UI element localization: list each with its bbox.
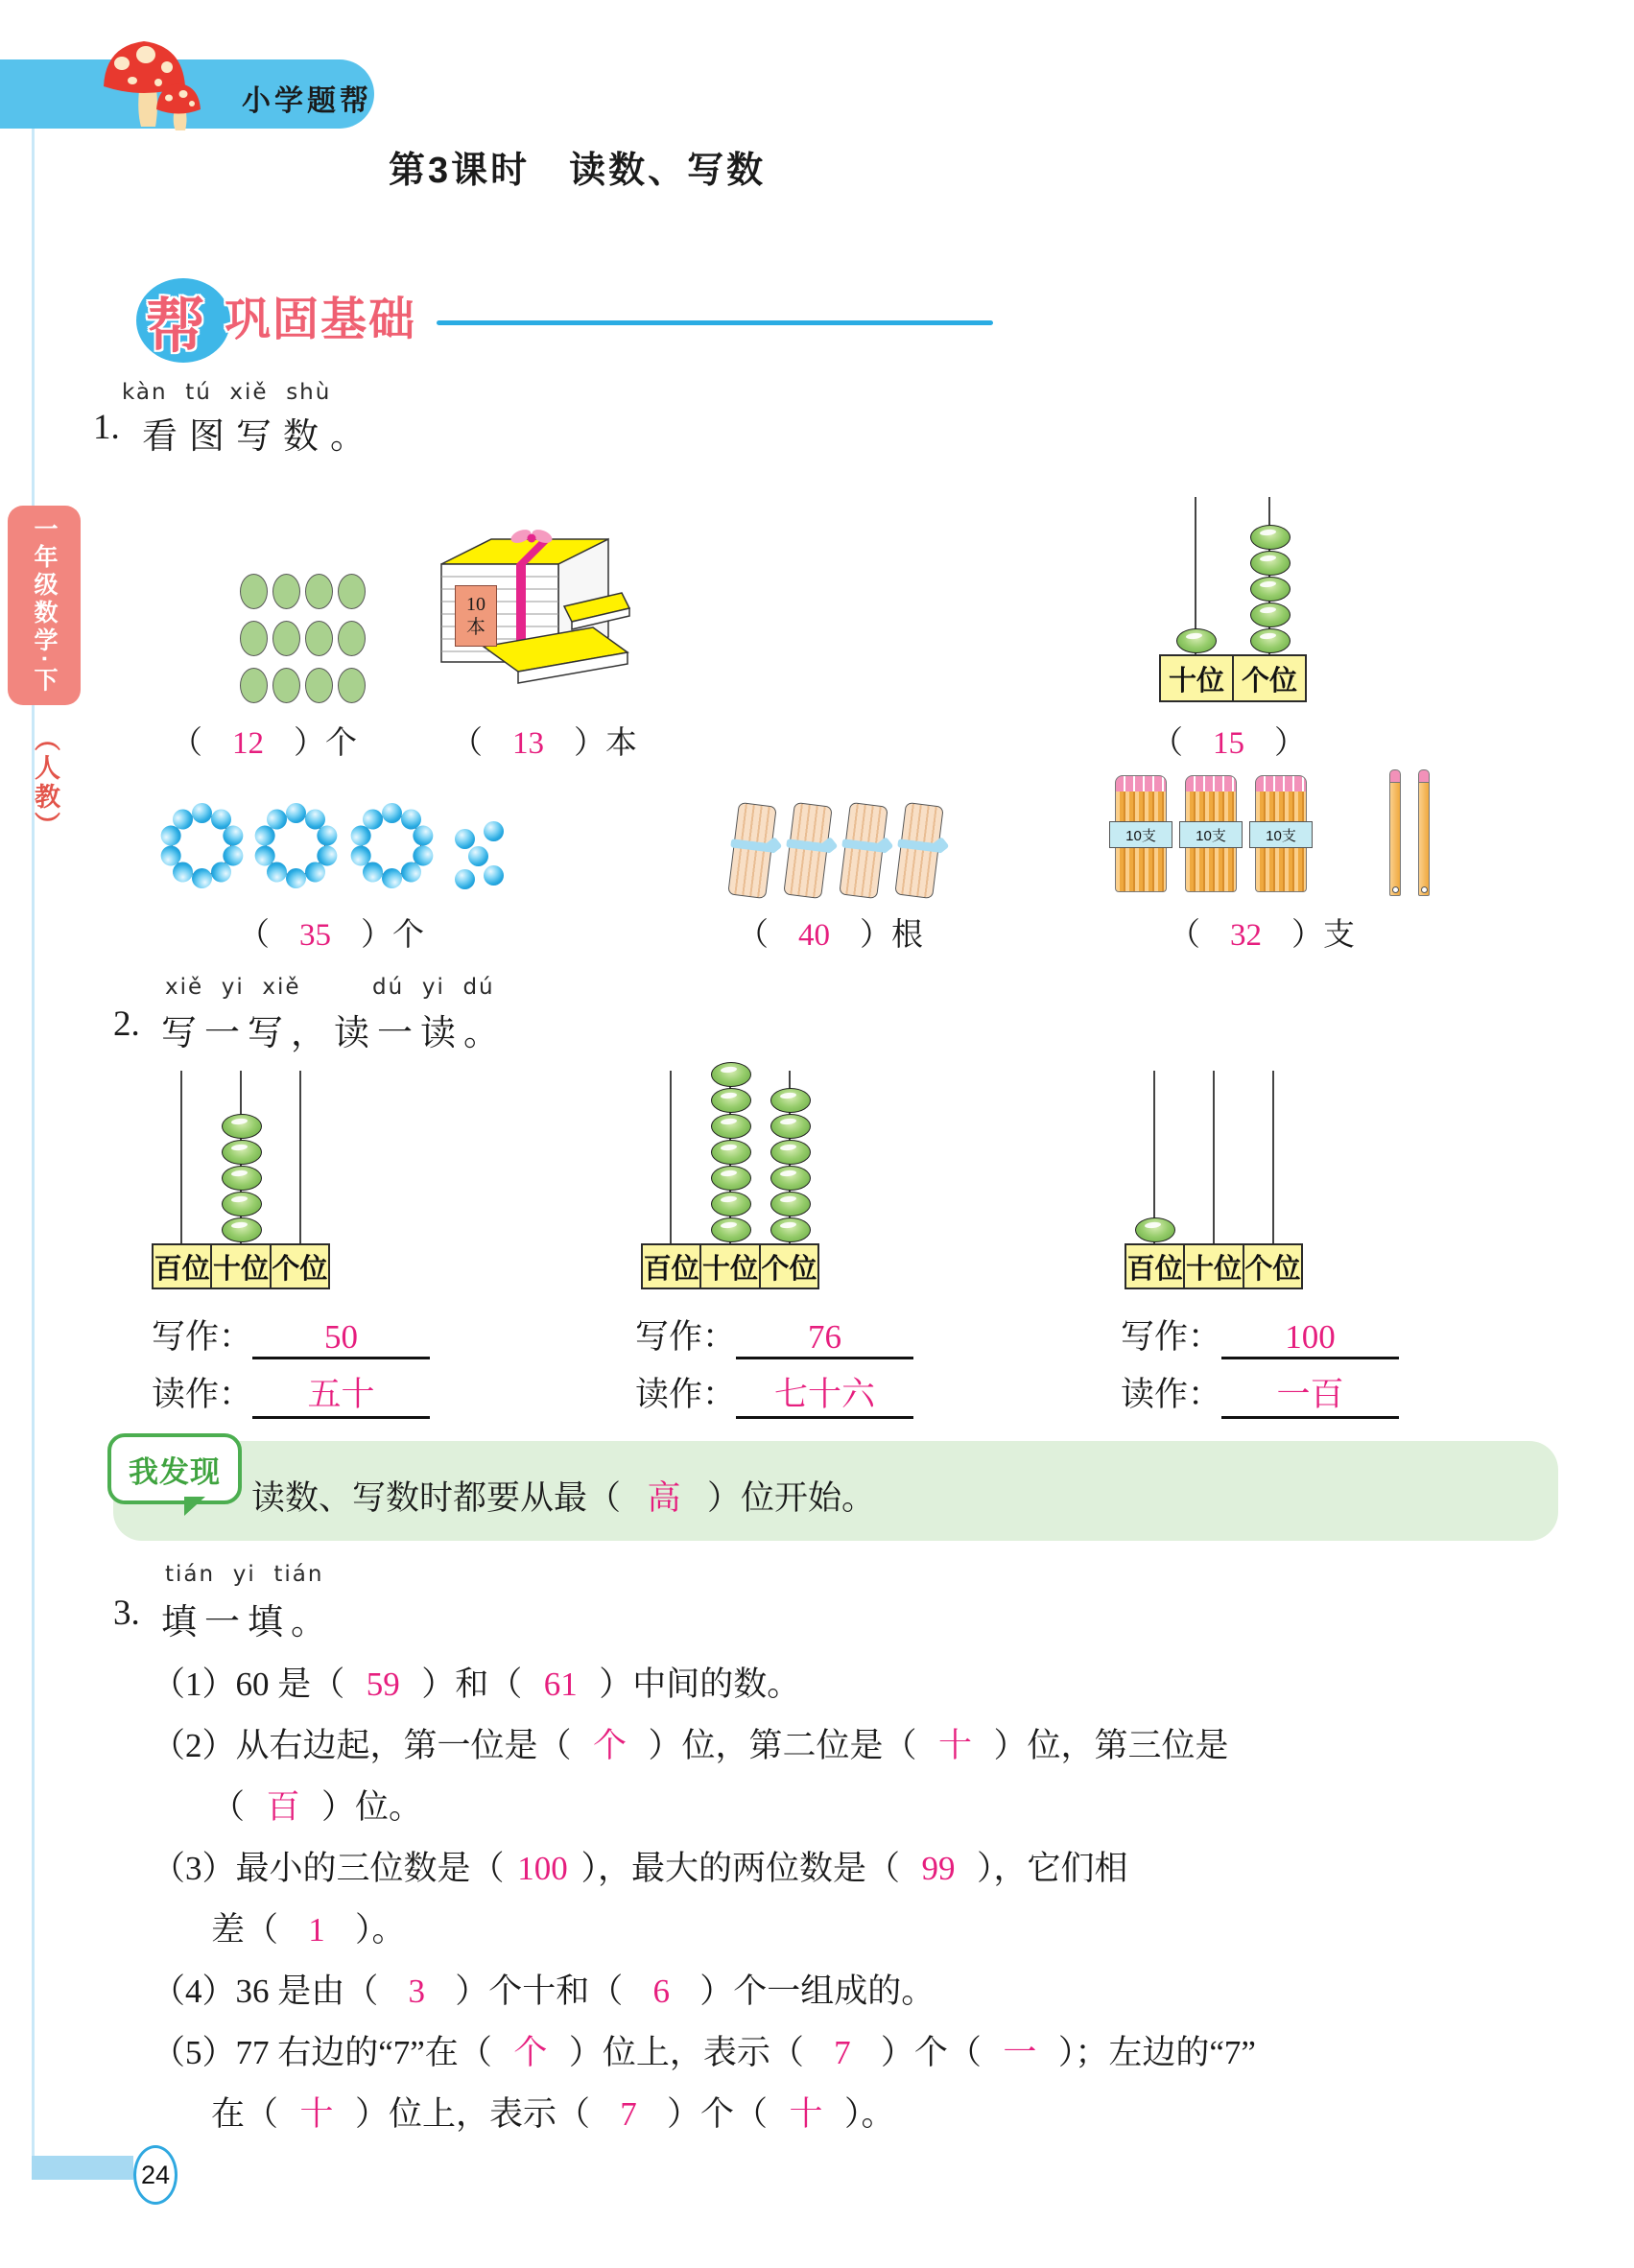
answer-value: 十 [789,2095,823,2133]
text: （ [211,1788,246,1826]
text: ）位上，表示（ [355,2095,591,2133]
paren-close: ） [294,726,325,761]
q1-answer-4 [238,910,424,955]
bead [1176,628,1217,653]
bead [770,1140,811,1165]
paren-close: ） [860,918,891,953]
bead [222,1192,262,1217]
text: ）个一组成的。 [699,1973,935,2010]
bead [222,1140,262,1165]
place-label-hundreds: 百位 [1125,1243,1185,1289]
pencil-caps [1255,775,1307,791]
read-label: 读作： [1121,1376,1222,1413]
answer-value: 40 [798,918,830,953]
bead [711,1166,751,1191]
abacus-rod [299,1071,301,1243]
paren-open: （ [1169,918,1200,953]
loose-pencil [1418,781,1430,896]
q3-fill-in-lines [152,1654,1552,2145]
answer-unit: 个 [392,918,424,953]
discovery-badge-tail [184,1497,205,1516]
q3-line-1 [152,1654,1552,1715]
place-label-ones: 个位 [1243,1243,1303,1289]
text: （2）从右边起，第一位是（ [152,1727,572,1764]
place-value-base [152,1243,330,1289]
read-row-3 [1121,1368,1399,1419]
text: ）；左边的“7” [1057,2034,1256,2071]
dot [338,668,366,703]
bead [770,1217,811,1242]
bead-dot [484,865,504,886]
text: （3）最小的三位数是（ [152,1850,505,1887]
answer-value: 61 [543,1666,578,1703]
section-badge-circle [136,278,230,363]
answer-value: 十 [299,2095,334,2133]
bead-dot [455,869,475,889]
text: （1）60 是（ [152,1666,345,1703]
text: （5）77 右边的“7”在（ [152,2034,492,2071]
dot [272,574,300,609]
pencil-band-label: 10支 [1249,821,1313,848]
bead-dot [455,829,475,849]
stick-bundle [839,802,888,899]
bead [711,1192,751,1217]
answer-value: 百 [266,1788,300,1826]
bead [711,1114,751,1139]
text: ），它们相 [977,1850,1128,1887]
section-badge-label: 巩固基础 [225,295,417,345]
read-answer: 一百 [1221,1368,1399,1419]
paren-close: ） [1291,918,1323,953]
books-bundle-label: 10 本 [455,585,497,647]
text: ）个十和（ [455,1973,624,2010]
answer-unit: 本 [605,726,637,761]
dot [305,668,333,703]
write-row-3 [1121,1311,1399,1359]
abacus-50 [152,1071,330,1289]
dot [338,574,366,609]
q1-answer-6 [1169,910,1355,955]
place-label-tens: 十位 [699,1243,760,1289]
answer-value: 1 [308,1911,325,1949]
dot [305,621,333,656]
answer-value: 59 [366,1666,400,1703]
stick-bundle [894,802,944,899]
place-label-tens: 十位 [1183,1243,1243,1289]
place-value-base [1159,654,1307,702]
place-label-hundreds: 百位 [152,1243,212,1289]
paren-close: ） [1274,726,1306,761]
text: ），最大的两位数是（ [580,1850,901,1887]
paren-open: （ [451,726,483,761]
answer-value: 3 [408,1973,426,2010]
answer-value: 32 [1230,918,1262,953]
text: ）个（ [880,2034,982,2071]
write-row-1 [152,1311,430,1359]
answer-value: 一 [1003,2034,1037,2071]
write-row-2 [635,1311,913,1359]
q1-number: 1. [93,408,120,447]
q3-title: 填一填。 [161,1603,334,1642]
bead-dot [382,868,402,888]
dot [240,621,268,656]
place-label-ones: 个位 [759,1243,819,1289]
answer-value: 7 [620,2095,637,2133]
answer-value: 100 [517,1850,568,1887]
bead [711,1062,751,1087]
pencil-bundle [1255,775,1307,892]
bead [770,1192,811,1217]
dot [240,668,268,703]
place-label-ones: 个位 [270,1243,330,1289]
abacus-100 [1125,1071,1303,1289]
place-value-base [641,1243,819,1289]
text: ）。 [355,1911,406,1949]
place-label-ones: 个位 [1232,654,1307,702]
bead-dot [484,821,504,841]
bead [770,1114,811,1139]
tens-beads [1176,628,1217,654]
text: 差（ [211,1911,279,1949]
q3-line-5 [152,2022,1552,2084]
write-label: 写作： [152,1318,253,1356]
bead-ring [255,802,336,888]
q3-pinyin: tián yi tián [165,1562,324,1587]
abacus-tens-ones [1159,497,1307,702]
abacus-rod [180,1071,182,1243]
pencil-bundle [1115,775,1167,892]
answer-value: 高 [647,1479,681,1517]
bead [222,1166,262,1191]
text-after: ）位开始。 [707,1479,876,1517]
q1-answer-5 [737,910,923,955]
text: ）位。 [321,1788,423,1826]
dot [272,668,300,703]
written-answer: 50 [252,1318,430,1359]
q3-line-2-cont [152,1777,1552,1838]
answer-value: 35 [299,918,331,953]
bead [711,1217,751,1242]
read-answer: 七十六 [736,1368,913,1419]
answer-value: 13 [512,726,544,761]
answer-unit: 根 [891,918,923,953]
place-value-base [1125,1243,1303,1289]
paren-open: （ [1151,726,1183,761]
stick-bundle [783,802,833,899]
dot [338,621,366,656]
read-row-1 [152,1368,430,1419]
place-label-tens: 十位 [210,1243,271,1289]
ones-beads [1250,525,1291,654]
q1-answer-2 [451,718,637,763]
answer-value: 15 [1213,726,1244,761]
abacus-76 [641,1071,819,1289]
write-label: 写作： [635,1318,737,1356]
q3-line-4 [152,1961,1552,2022]
bead [1250,525,1291,550]
answer-value: 个 [593,1727,628,1764]
footer-bar [32,2156,133,2180]
read-row-2 [635,1368,913,1419]
loose-beads [453,821,507,890]
dot [305,574,333,609]
answer-value: 个 [513,2034,548,2071]
written-answer: 76 [736,1318,913,1359]
text: ）位上，表示（ [568,2034,804,2071]
paren-close: ） [361,918,392,953]
dot [240,574,268,609]
discovery-badge: 我发现 [107,1433,242,1504]
bead-dot [286,868,306,888]
text: ）。 [844,2095,895,2133]
bead [1135,1217,1175,1242]
pencil-bundle [1185,775,1237,892]
answer-value: 7 [834,2034,851,2071]
bead [770,1166,811,1191]
q3-line-5-cont [152,2084,1552,2145]
pencil-band-label: 10支 [1109,821,1172,848]
q2-pinyin: xiě yi xiě dú yi dú [165,975,495,1000]
green-dot-grid [240,574,364,703]
bead-dot [286,803,306,823]
text: ）和（ [421,1666,523,1703]
dot [272,621,300,656]
q2-title: 写一写，读一读。 [161,1014,507,1053]
q1-answer-1 [171,718,357,763]
publisher-label: （人教） [31,725,59,840]
answer-value: 6 [652,1973,671,2010]
paren-close: ） [574,726,605,761]
q3-line-3 [152,1838,1552,1900]
sidebar-tab [8,506,81,705]
ones-beads [770,1088,811,1243]
place-label-hundreds: 百位 [641,1243,701,1289]
text-before: 读数、写数时都要从最（ [251,1479,622,1517]
bead-dot [192,868,212,888]
q1-answer-3 [1151,718,1306,763]
pencil-band-label: 10支 [1179,821,1243,848]
answer-value: 十 [938,1727,973,1764]
bead [1250,602,1291,627]
q3-line-3-cont [152,1900,1552,1961]
read-label: 读作： [152,1376,253,1413]
stick-bundle [727,802,777,899]
q2-number: 2. [113,1004,140,1044]
tens-beads [222,1114,262,1243]
bead-ring [351,802,432,888]
page-number: 24 [133,2145,178,2205]
paren-open: （ [171,726,202,761]
bead-dot [468,846,488,866]
q3-number: 3. [113,1594,140,1633]
bead [1250,577,1291,602]
answer-value: 12 [232,726,264,761]
bead [1250,628,1291,653]
sidebar-grade-label: 一年级数学·下 [31,515,58,696]
bead [1250,551,1291,576]
tens-beads [711,1062,751,1243]
bead-ring [161,802,242,888]
loose-pencil [1389,781,1401,896]
text: （4）36 是由（ [152,1973,379,2010]
abacus-rod [1213,1071,1215,1243]
section-badge-char: 帮 [146,294,206,360]
paren-open: （ [737,918,769,953]
bead-dot [382,803,402,823]
paren-open: （ [238,918,270,953]
bead [222,1114,262,1139]
answer-unit: 支 [1323,918,1355,953]
q3-line-2 [152,1715,1552,1777]
text: ）个（ [667,2095,769,2133]
read-label: 读作： [635,1376,737,1413]
answer-value: 99 [921,1850,956,1887]
text: ）位，第二位是（ [648,1727,917,1764]
pencil-caps [1115,775,1167,791]
place-label-tens: 十位 [1159,654,1234,702]
discovery-text [251,1472,875,1520]
abacus-rod [1272,1071,1274,1243]
abacus-rod [670,1071,672,1243]
text: ）中间的数。 [599,1666,801,1703]
bead [711,1088,751,1113]
brand-name: 小学题帮 [242,85,372,117]
page-title: 第3课时 读数、写数 [389,151,767,191]
hundreds-beads [1135,1217,1175,1243]
bead [770,1088,811,1113]
pencil-caps [1185,775,1237,791]
q1-pinyin: kàn tú xiě shù [122,380,332,405]
written-answer: 100 [1221,1318,1399,1359]
text: ）位，第三位是 [993,1727,1229,1764]
read-answer: 五十 [252,1368,430,1419]
page-frame-line [32,129,35,2157]
q1-title: 看图写数。 [142,417,377,457]
text: 在（ [211,2095,279,2133]
write-label: 写作： [1121,1318,1222,1356]
section-rule [437,320,993,325]
answer-unit: 个 [325,726,357,761]
bead [222,1217,262,1242]
bead [711,1140,751,1165]
mushroom-icon [88,27,207,132]
bead-dot [192,803,212,823]
